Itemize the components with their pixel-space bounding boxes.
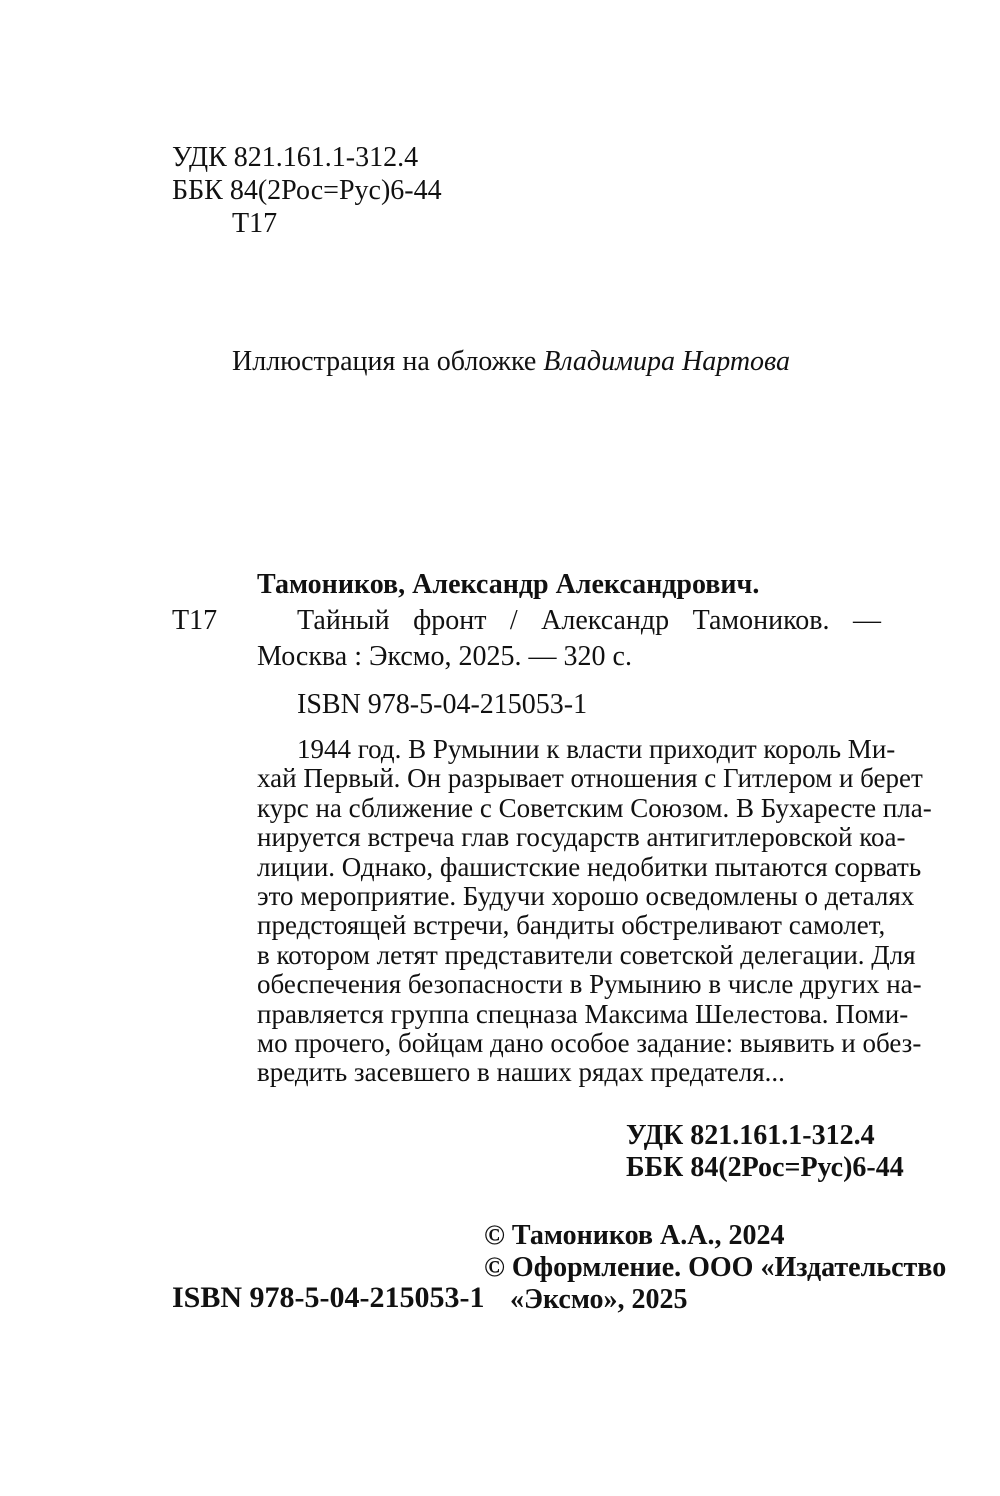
illustration-prefix: Иллюстрация на обложке [232,346,537,377]
annotation-line: обеспечения безопасности в Румынию в числе других на- [257,969,922,1000]
annotation-line: предстоящей встречи, бандиты обстреливают самолет, [257,910,886,941]
bib-title-line2: Москва : Эксмо, 2025. — 320 с. [257,641,632,672]
annotation-line: лиции. Однако, фашистские недобитки пытаются сорвать [257,851,922,882]
footer-isbn: ISBN 978-5-04-215053-1 [172,1281,485,1314]
annotation-paragraph [257,734,932,1088]
bib-author: Тамоников, Александр Александрович. [257,569,760,600]
copyright-design-line2: «Эксмо», 2025 [510,1284,688,1315]
header-udk: УДК 821.161.1-312.4 [172,142,419,173]
annotation-line: это мероприятие. Будучи хорошо осведомлены о деталях [257,881,915,912]
annotation-line: вредить засевшего в наших рядах предателя... [257,1057,785,1088]
copyright-design-line1: © Оформление. ООО «Издательство [484,1252,947,1283]
annotation-line: мо прочего, бойцам дано особое задание: выявить и обез- [257,1028,922,1059]
bib-title-line1: Тайный фронт / Александр Тамоников. — [297,605,881,636]
annotation-line: 1944 год. В Румынии к власти приходит король Ми- [297,734,896,764]
annotation-line: правляется группа спецназа Максима Шелестова. Поми- [257,998,909,1029]
header-author-mark: Т17 [232,208,278,239]
illustration-artist: Владимира Нартова [543,346,791,377]
bib-isbn: ISBN 978-5-04-215053-1 [297,689,588,720]
classification-bbk: ББК 84(2Рос=Рус)6-44 [626,1152,904,1183]
annotation-line: хай Первый. Он разрывает отношения с Гитлером и берет [257,763,923,794]
annotation-line: в котором летят представители советской делегации. Для [257,939,916,970]
illustration-credit [232,344,790,379]
annotation-line: курс на сближение с Советским Союзом. В Бухаресте пла- [257,792,932,823]
bib-author-mark: Т17 [172,605,218,636]
annotation-line: нируется встреча глав государств антигитлеровской коа- [257,822,906,853]
copyright-author: © Тамоников А.А., 2024 [484,1220,785,1251]
classification-udk: УДК 821.161.1-312.4 [626,1120,875,1151]
header-bbk: ББК 84(2Рос=Рус)6-44 [172,175,442,206]
